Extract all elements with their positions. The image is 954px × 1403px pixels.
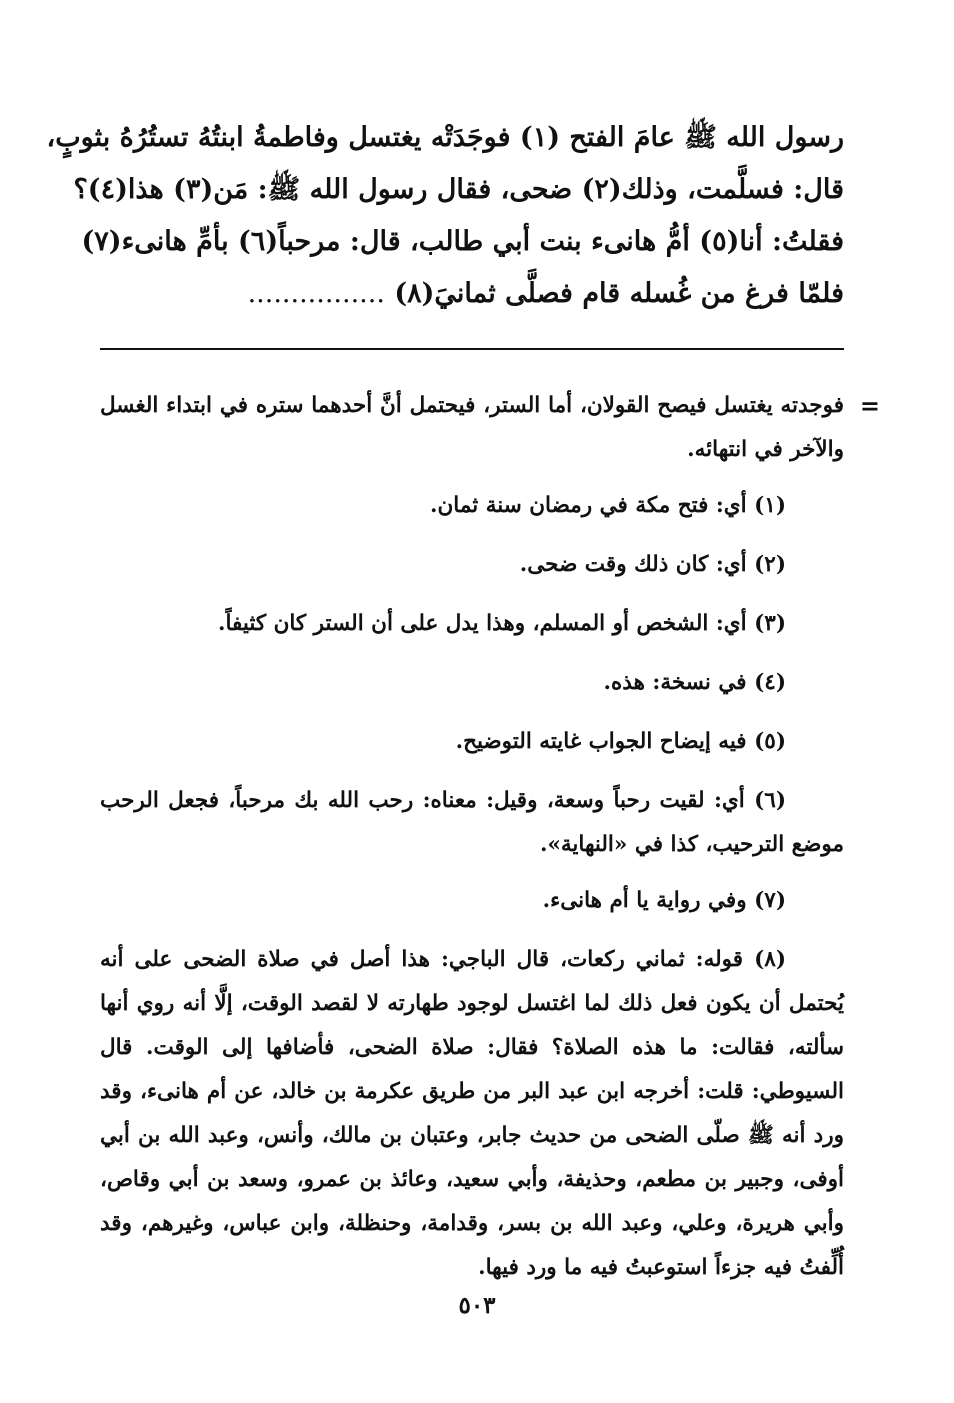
footnote-7: (٧) وفي رواية يا أم هانىء.	[542, 888, 786, 913]
main-text-line-4	[100, 268, 844, 320]
footnote-3: (٣) أي: الشخص أو المسلم، وهذا يدل على أن الستر كان كثيفاً.	[217, 611, 786, 636]
footnote-continuation: فوجدته يغتسل فيصح القولان، أما الستر، فيحتمل أنَّ أحدهما ستره في ابتداء الغسل والآخر في انتهائه.	[100, 393, 844, 462]
main-text-line-2: قال: فسلَّمت، وذلك(٢) ضحى، فقال رسول الله ﷺ: مَن(٣) هذا(٤)؟	[73, 174, 844, 205]
main-text-line-1: رسول الله ﷺ عامَ الفتح (١) فوجَدَتْه يغتسل وفاطمةُ ابنتُهُ تستُرُهُ بثوبٍ،	[46, 122, 844, 153]
continuation-mark: =	[859, 391, 880, 420]
footnote-1: (١) أي: فتح مكة في رمضان سنة ثمان.	[430, 493, 786, 518]
footnote-5: (٥) فيه إيضاح الجواب غايته التوضيح.	[455, 729, 786, 754]
footnote-4: (٤) في نسخة: هذه.	[603, 670, 786, 695]
footnote-2: (٢) أي: كان ذلك وقت ضحى.	[519, 552, 786, 577]
main-text-line-4-words: فلمّا فرغ من غُسله قام فصلَّى ثمانيَ(٨)	[394, 278, 844, 309]
footnote-separator	[100, 348, 844, 350]
trailing-dots: ................	[247, 278, 385, 309]
footnote-8: (٨) قوله: ثماني ركعات، قال الباجي: هذا أصل في صلاة الضحى على أنه يُحتمل أن يكون فعل ذلك لما اغتسل لوجود طهارته لا لقصد الوقت، إلَّا أنه روي أنها سألته، فقالت: ما هذه الصلاة؟ فقال: صلاة الضحى، فأضافها إلى الوقت. قال السيوطي: قلت: أخرجه ابن عبد البر من طريق عكرمة بن خالد، عن أم هانىء، وقد ورد أنه ﷺ صلّى الضحى من حديث جابر، وعتبان بن مالك، وأنس، وعبد الله بن أبي أوفى، وجبير بن مطعم، وحذيفة، وأبي سعيد، وعائذ بن عمرو، وسعد بن أبي وقاص، وأبي هريرة، وعلي، وعبد الله بن بسر، وقدامة، وحنظلة، وابن عباس، وغيرهم، وقد أُلِّفتُ فيه جزءاً استوعبتُ فيه ما ورد فيها.	[100, 947, 845, 1280]
footnote-6: (٦) أي: لقيت رحباً وسعة، وقيل: معناه: رحب الله بك مرحباً، فجعل الرحب موضع الترحيب، كذا في «النهاية».	[100, 788, 844, 857]
main-text-block	[46, 112, 844, 320]
hadith-text	[46, 112, 844, 320]
main-text-line-3: فقلتُ: أنا(٥) أمُّ هانىء بنت أبي طالب، قال: مرحباً(٦) بأمِّ هانىء(٧)	[81, 226, 844, 257]
page-number: ٥٠٣	[458, 1292, 496, 1319]
footnotes-block	[100, 384, 880, 1302]
